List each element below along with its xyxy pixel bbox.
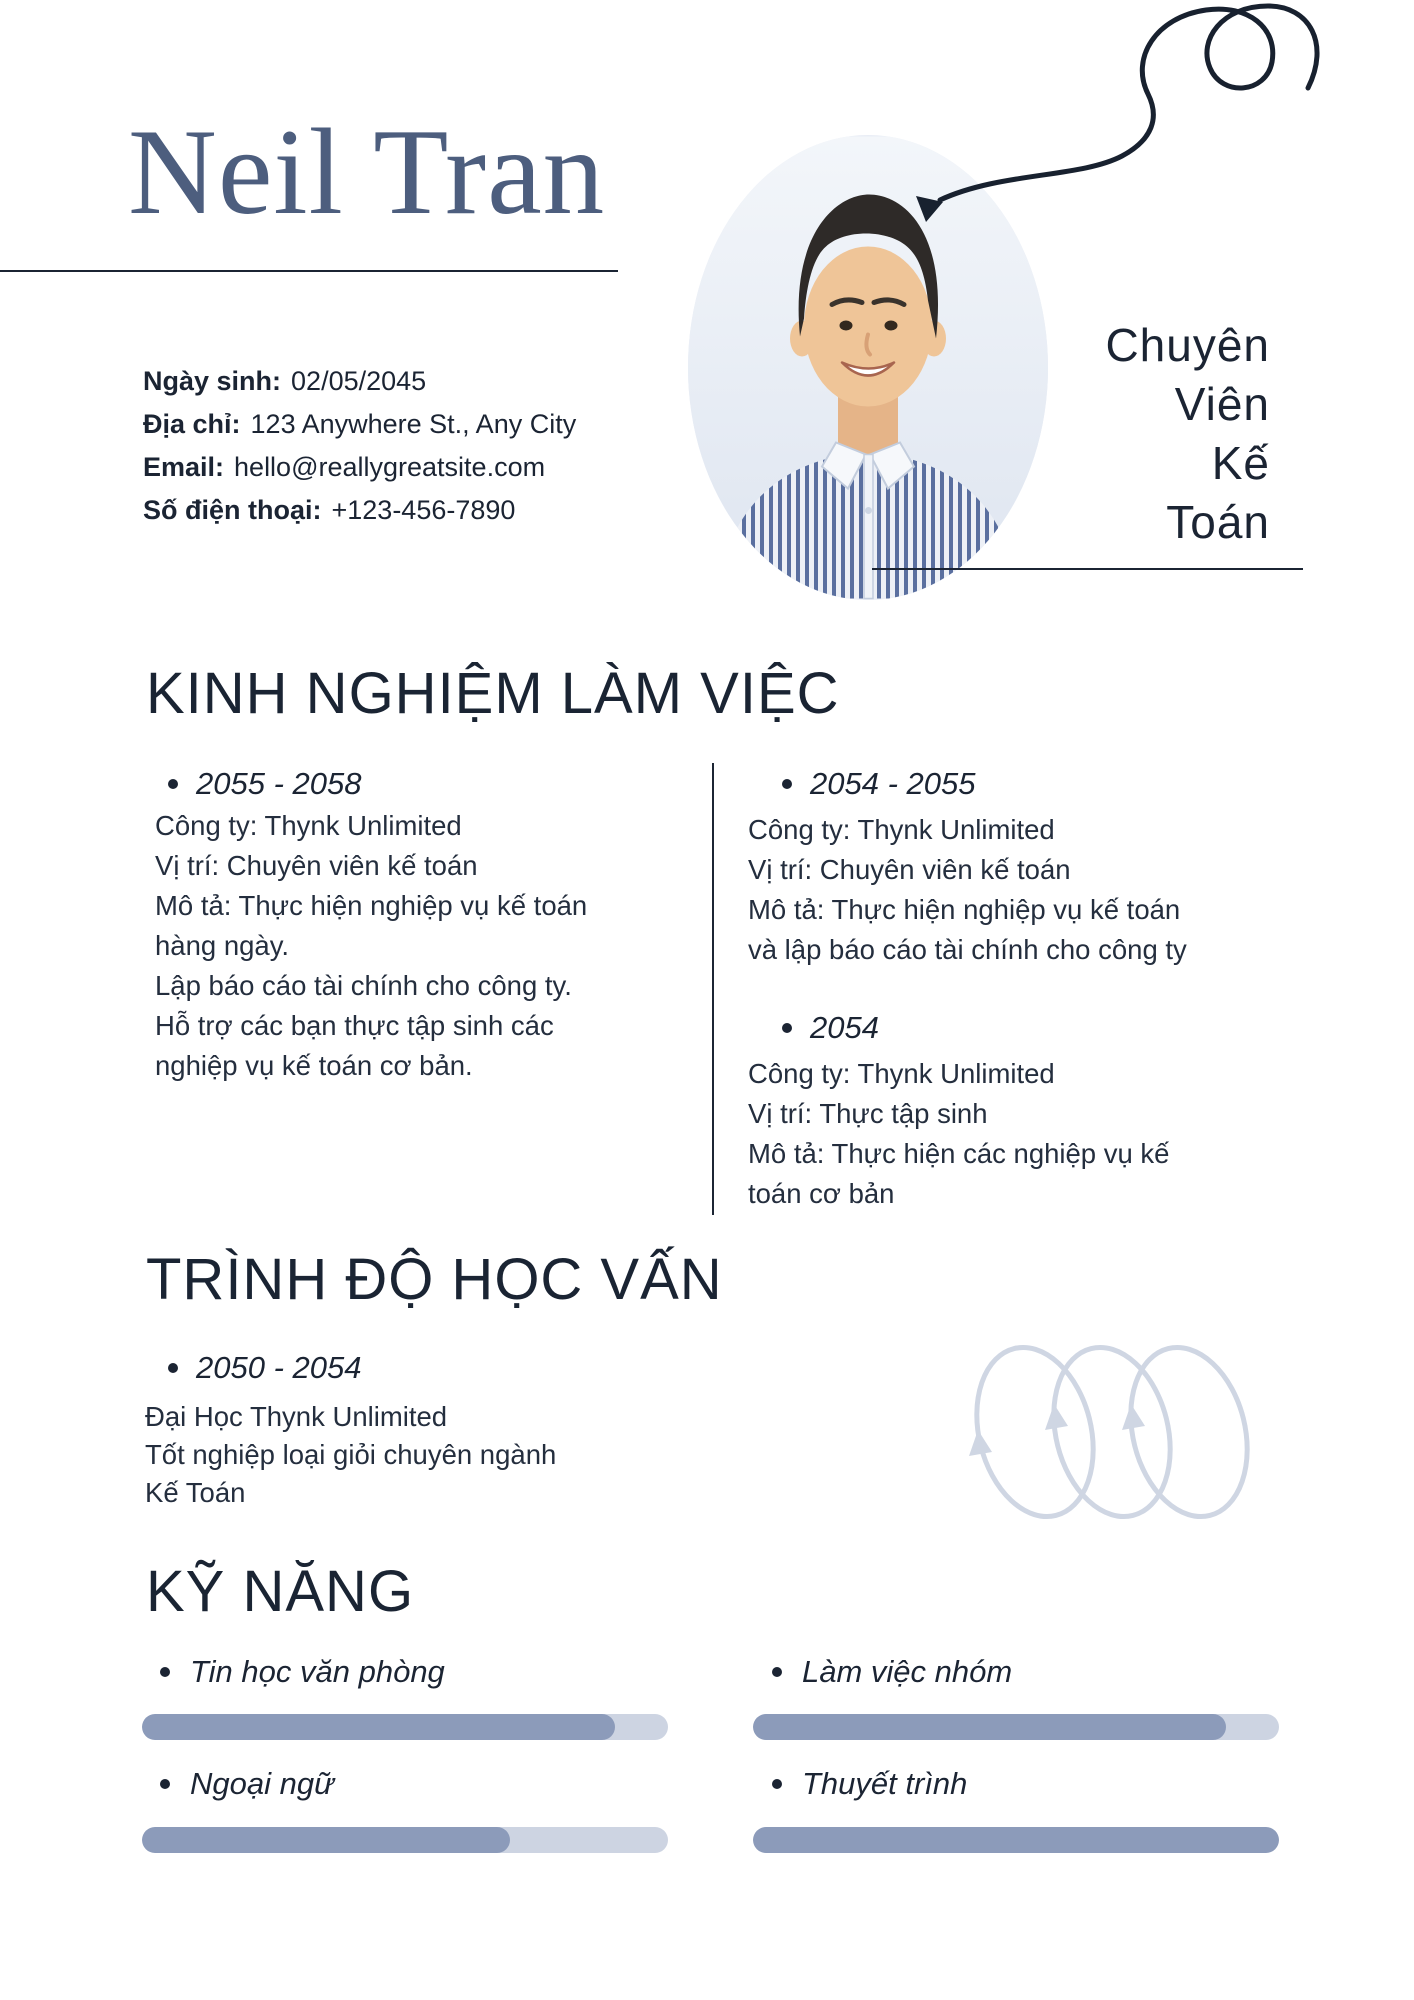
experience-period-label: 2055 - 2058 (196, 766, 362, 801)
experience-column-divider (712, 763, 714, 1215)
bullet-dot-icon (772, 1667, 782, 1677)
experience-entry (748, 1054, 1169, 1214)
contact-row-birthdate: Ngày sinh: 02/05/2045 (143, 366, 427, 396)
loops-decoration (960, 1335, 1264, 1529)
experience-entry (155, 806, 587, 1086)
skill-item (160, 1766, 334, 1802)
experience-entry (748, 810, 1187, 970)
experience-period (782, 766, 975, 802)
experience-line: và lập báo cáo tài chính cho công ty (748, 934, 1187, 965)
contact-row-address: Địa chỉ: 123 Anywhere St., Any City (143, 409, 577, 439)
skill-progress-bar (142, 1827, 668, 1853)
experience-period (782, 1010, 879, 1046)
job-title-underline (872, 568, 1303, 570)
section-title-skills: KỸ NĂNG (146, 1559, 415, 1624)
bullet-dot-icon (168, 1363, 178, 1373)
bullet-dot-icon (782, 779, 792, 789)
education-line: Kế Toán (145, 1477, 246, 1508)
experience-line: Lập báo cáo tài chính cho công ty. (155, 970, 572, 1001)
skill-progress-fill (753, 1714, 1226, 1740)
job-title-line: Kế (1211, 437, 1270, 489)
section-title-experience: KINH NGHIỆM LÀM VIỆC (146, 661, 840, 726)
experience-line: Công ty: Thynk Unlimited (155, 810, 462, 841)
skill-progress-bar (753, 1827, 1279, 1853)
skill-progress-fill (142, 1714, 615, 1740)
experience-line: hàng ngày. (155, 930, 290, 961)
experience-line: Mô tả: Thực hiện nghiệp vụ kế toán (155, 890, 588, 921)
skill-label: Ngoại ngữ (190, 1766, 334, 1801)
skill-label: Làm việc nhóm (802, 1654, 1013, 1689)
education-period-label: 2050 - 2054 (196, 1350, 362, 1385)
contact-row-phone: Số điện thoại: +123-456-7890 (143, 495, 516, 525)
experience-line: Vị trí: Chuyên viên kế toán (748, 854, 1071, 885)
experience-line: Mô tả: Thực hiện nghiệp vụ kế toán (748, 894, 1181, 925)
profile-photo-illustration (688, 135, 1048, 600)
experience-period (168, 766, 361, 802)
experience-line: toán cơ bản (748, 1178, 895, 1209)
job-title-line: Toán (1166, 496, 1270, 548)
bullet-dot-icon (160, 1779, 170, 1789)
loop-arrowhead-icon (1122, 1404, 1145, 1430)
experience-line: Vị trí: Chuyên viên kế toán (155, 850, 478, 881)
experience-period-label: 2054 (810, 1010, 879, 1045)
bullet-dot-icon (160, 1667, 170, 1677)
education-line: Tốt nghiệp loại giỏi chuyên ngành (145, 1439, 557, 1470)
experience-line: Mô tả: Thực hiện các nghiệp vụ kế (748, 1138, 1170, 1169)
skill-label: Tin học văn phòng (190, 1654, 445, 1689)
job-title-line: Viên (1174, 378, 1270, 430)
skill-progress-bar (753, 1714, 1279, 1740)
job-title (1105, 316, 1270, 552)
education-entry (145, 1398, 556, 1512)
candidate-name: Neil Tran (128, 103, 606, 240)
bullet-dot-icon (772, 1779, 782, 1789)
contact-row-email: Email: hello@reallygreatsite.com (143, 452, 546, 482)
loop-arrowhead-icon (1045, 1404, 1068, 1430)
skill-item (160, 1654, 445, 1690)
section-title-education: TRÌNH ĐỘ HỌC VẤN (146, 1247, 723, 1312)
name-underline (0, 270, 618, 272)
experience-line: Công ty: Thynk Unlimited (748, 1058, 1055, 1089)
profile-photo (688, 135, 1048, 600)
experience-line: Hỗ trợ các bạn thực tập sinh các (155, 1010, 554, 1041)
skill-label: Thuyết trình (802, 1766, 968, 1801)
bullet-dot-icon (782, 1023, 792, 1033)
experience-line: Vị trí: Thực tập sinh (748, 1098, 988, 1129)
skill-item (772, 1766, 967, 1802)
education-period (168, 1350, 361, 1386)
loop-arrowhead-icon (969, 1430, 992, 1456)
contact-info (143, 360, 576, 532)
skill-item (772, 1654, 1012, 1690)
experience-line: Công ty: Thynk Unlimited (748, 814, 1055, 845)
bullet-dot-icon (168, 779, 178, 789)
skill-progress-fill (142, 1827, 510, 1853)
job-title-line: Chuyên (1105, 319, 1270, 371)
experience-line: nghiệp vụ kế toán cơ bản. (155, 1050, 473, 1081)
experience-period-label: 2054 - 2055 (810, 766, 976, 801)
skill-progress-bar (142, 1714, 668, 1740)
skill-progress-fill (753, 1827, 1279, 1853)
education-line: Đại Học Thynk Unlimited (145, 1401, 448, 1432)
